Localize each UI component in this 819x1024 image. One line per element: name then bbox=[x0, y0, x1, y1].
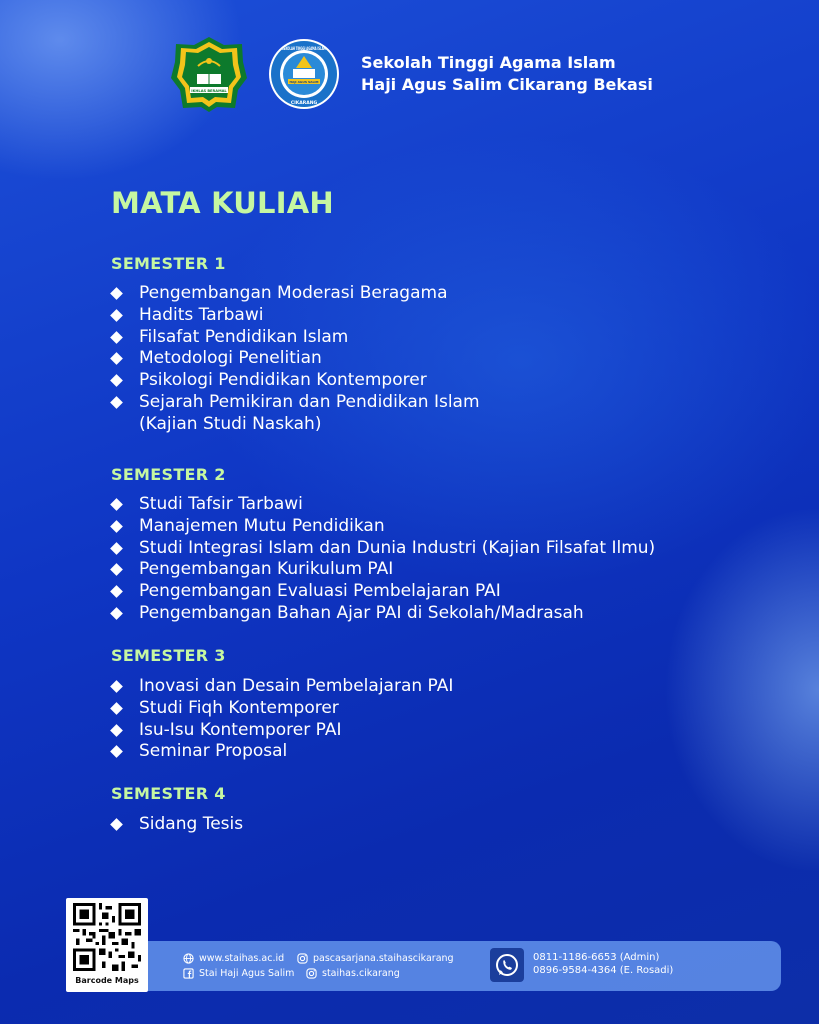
semester-3-heading: SEMESTER 3 bbox=[111, 646, 226, 665]
website-link[interactable]: www.staihas.ac.id bbox=[183, 953, 284, 964]
list-item: Metodologi Penelitian bbox=[111, 348, 480, 370]
instagram-icon bbox=[297, 953, 308, 964]
logo1-motto: IKHLAS BERAMAL bbox=[191, 89, 227, 93]
diamond-bullet-icon bbox=[110, 520, 123, 533]
instagram-link-1[interactable]: pascasarjana.staihascikarang bbox=[297, 953, 454, 964]
list-item: Filsafat Pendidikan Islam bbox=[111, 327, 480, 349]
list-item: Studi Tafsir Tarbawi bbox=[111, 494, 655, 516]
diamond-bullet-icon bbox=[110, 818, 123, 831]
logo2-top-text: SEKOLAH TINGGI AGAMA ISLAM bbox=[282, 46, 327, 51]
diamond-bullet-icon bbox=[110, 724, 123, 737]
qr-code-icon bbox=[73, 903, 141, 971]
list-item: Pengembangan Evaluasi Pembelajaran PAI bbox=[111, 581, 655, 603]
diamond-bullet-icon bbox=[110, 680, 123, 693]
list-item: Pengembangan Bahan Ajar PAI di Sekolah/Madrasah bbox=[111, 603, 655, 625]
list-item: Manajemen Mutu Pendidikan bbox=[111, 516, 655, 538]
list-item: Sejarah Pemikiran dan Pendidikan Islam bbox=[111, 392, 480, 414]
diamond-bullet-icon bbox=[110, 702, 123, 715]
institution-name bbox=[361, 52, 653, 96]
logo2-band-text: HAJI AGUS SALIM bbox=[289, 79, 319, 84]
list-item: Sidang Tesis bbox=[111, 814, 243, 836]
diamond-bullet-icon bbox=[110, 498, 123, 511]
semester-4-heading: SEMESTER 4 bbox=[111, 784, 226, 803]
institution-line1: Sekolah Tinggi Agama Islam bbox=[361, 53, 616, 72]
diamond-bullet-icon bbox=[110, 309, 123, 322]
page-title: MATA KULIAH bbox=[111, 186, 334, 220]
diamond-bullet-icon bbox=[110, 331, 123, 344]
list-item: Seminar Proposal bbox=[111, 741, 453, 763]
instagram-link-2[interactable]: staihas.cikarang bbox=[306, 968, 400, 979]
whatsapp-button[interactable] bbox=[490, 948, 524, 982]
semester-2-courses bbox=[111, 494, 655, 625]
stai-logo bbox=[268, 38, 340, 110]
globe-icon bbox=[183, 953, 194, 964]
semester-2-heading: SEMESTER 2 bbox=[111, 465, 226, 484]
facebook-icon bbox=[183, 968, 194, 979]
diamond-bullet-icon bbox=[110, 746, 123, 759]
diamond-bullet-icon bbox=[110, 585, 123, 598]
list-item: Pengembangan Moderasi Beragama bbox=[111, 283, 480, 305]
list-item: Hadits Tarbawi bbox=[111, 305, 480, 327]
list-item: Studi Fiqh Kontemporer bbox=[111, 698, 453, 720]
qr-code[interactable] bbox=[66, 898, 148, 992]
semester-4-courses bbox=[111, 814, 243, 836]
whatsapp-icon bbox=[490, 948, 524, 982]
diamond-bullet-icon bbox=[110, 353, 123, 366]
phone-rosadi[interactable]: 0896-9584-4364 (E. Rosadi) bbox=[533, 965, 674, 976]
diamond-bullet-icon bbox=[110, 287, 123, 300]
semester-1-courses bbox=[111, 283, 480, 436]
diamond-bullet-icon bbox=[110, 607, 123, 620]
kemenag-logo bbox=[170, 36, 248, 112]
phone-admin[interactable]: 0811-1186-6653 (Admin) bbox=[533, 952, 660, 963]
header bbox=[0, 36, 819, 116]
list-item: Isu-Isu Kontemporer PAI bbox=[111, 720, 453, 742]
diamond-bullet-icon bbox=[110, 564, 123, 577]
qr-label: Barcode Maps bbox=[75, 976, 139, 985]
semester-1-heading: SEMESTER 1 bbox=[111, 254, 226, 273]
list-item-continuation: (Kajian Studi Naskah) bbox=[139, 413, 322, 434]
list-item: Inovasi dan Desain Pembelajaran PAI bbox=[111, 676, 453, 698]
facebook-link[interactable]: Stai Haji Agus Salim bbox=[183, 968, 294, 979]
diamond-bullet-icon bbox=[110, 542, 123, 555]
semester-3-courses bbox=[111, 676, 453, 763]
contact-phones bbox=[533, 951, 673, 977]
list-item: Pengembangan Kurikulum PAI bbox=[111, 559, 655, 581]
diamond-bullet-icon bbox=[110, 396, 123, 409]
diamond-bullet-icon bbox=[110, 374, 123, 387]
list-item: Studi Integrasi Islam dan Dunia Industri (Kajian Filsafat Ilmu) bbox=[111, 538, 655, 560]
list-item: Psikologi Pendidikan Kontemporer bbox=[111, 370, 480, 392]
logo2-bottom-text: CIKARANG bbox=[290, 101, 318, 106]
footer-bar bbox=[148, 941, 781, 991]
instagram-icon bbox=[306, 968, 317, 979]
institution-line2: Haji Agus Salim Cikarang Bekasi bbox=[361, 75, 653, 94]
